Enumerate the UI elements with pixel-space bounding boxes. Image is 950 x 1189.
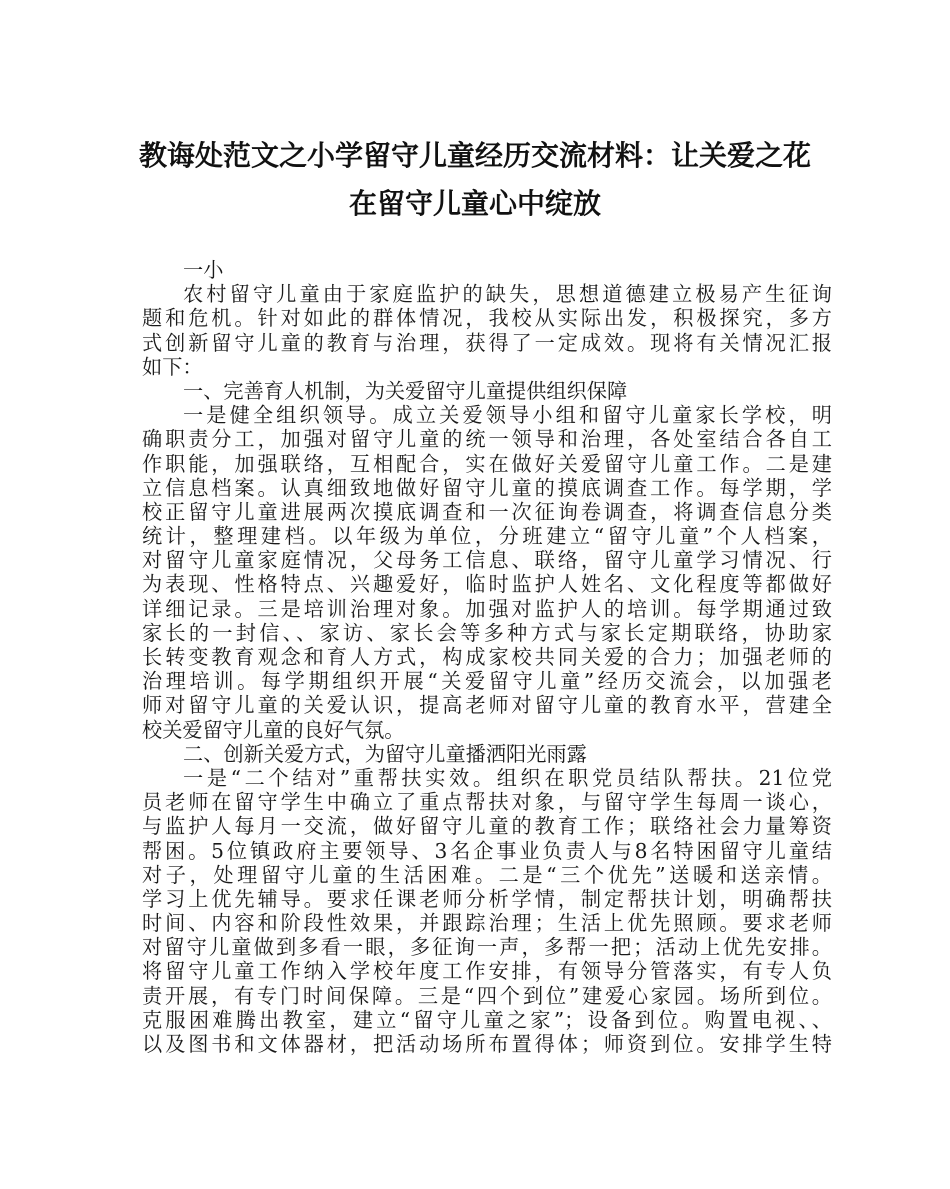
text-line: 校关爱留守儿童的良好气氛。 xyxy=(142,717,405,742)
section-heading: 一、完善育人机制，为关爱留守儿童提供组织保障 xyxy=(183,378,628,403)
text-line: 员老师在留守学生中确立了重点帮扶对象，与留守学生每周一谈心， xyxy=(142,790,832,815)
text-line: 一是“二个结对”重帮扶实效。组织在职党员结队帮扶。21位党 xyxy=(183,765,832,790)
text-line: 题和危机。针对如此的群体情况，我校从实际出发，积极探究，多方 xyxy=(142,306,832,331)
document-title-line-2: 在留守儿童心中绽放 xyxy=(348,187,601,220)
text-line: 确职责分工，加强对留守儿童的统一领导和治理，各处室结合各自工 xyxy=(142,427,832,452)
section-heading: 二、创新关爱方式，为留守儿童播洒阳光雨露 xyxy=(183,741,587,766)
text-line: 校正留守儿童进展两次摸底调查和一次征询卷调查，将调查信息分类 xyxy=(142,499,832,524)
text-line: 责开展，有专门时间保障。三是“四个到位”建爱心家园。场所到位。 xyxy=(142,983,832,1008)
text-line: 对子，处理留守儿童的生活困难。二是“三个优先”送暖和送亲情。 xyxy=(142,862,832,887)
text-line: 为表现、性格特点、兴趣爱好，临时监护人姓名、文化程度等都做好 xyxy=(142,572,832,597)
text-line: 对留守儿童做到多看一眼，多征询一声，多帮一把；活动上优先安排。 xyxy=(142,935,832,960)
text-line: 家长的一封信、、家访、家长会等多种方式与家长定期联络，协助家 xyxy=(142,620,832,645)
text-line: 治理培训。每学期组织开展“关爱留守儿童”经历交流会，以加强老 xyxy=(142,669,832,694)
text-line: 帮困。5位镇政府主要领导、3名企事业负责人与8名特困留守儿童结 xyxy=(142,838,832,863)
text-line: 农村留守儿童由于家庭监护的缺失，思想道德建立极易产生征询 xyxy=(183,282,832,307)
text-line: 一小 xyxy=(183,258,224,282)
text-line: 将留守儿童工作纳入学校年度工作安排，有领导分管落实，有专人负 xyxy=(142,959,832,984)
text-line: 克服困难腾出教室，建立“留守儿童之家”；设备到位。购置电视、、 xyxy=(142,1007,832,1032)
text-line: 以及图书和文体器材，把活动场所布置得体；师资到位。安排学生特 xyxy=(142,1032,832,1056)
text-line: 师对留守儿童的关爱认识，提高老师对留守儿童的教育水平，营建全 xyxy=(142,693,832,718)
text-line: 学习上优先辅导。要求任课老师分析学情，制定帮扶计划，明确帮扶 xyxy=(142,886,832,911)
document-title-line-1: 教诲处范文之小学留守儿童经历交流材料：让关爱之花 xyxy=(138,139,811,172)
text-line: 一是健全组织领导。成立关爱领导小组和留守儿童家长学校，明 xyxy=(183,403,832,428)
text-line: 对留守儿童家庭情况，父母务工信息、联络，留守儿童学习情况、行 xyxy=(142,548,832,573)
text-line: 时间、内容和阶段性效果，并跟踪治理；生活上优先照顾。要求老师 xyxy=(142,911,832,936)
text-line: 详细记录。三是培训治理对象。加强对监护人的培训。每学期通过致 xyxy=(142,596,832,621)
text-line: 与监护人每月一交流，做好留守儿童的教育工作；联络社会力量筹资 xyxy=(142,814,832,839)
document-body xyxy=(142,258,832,1056)
text-line: 作职能，加强联络，互相配合，实在做好关爱留守儿童工作。二是建 xyxy=(142,451,832,476)
text-line: 长转变教育观念和育人方式，构成家校共同关爱的合力；加强老师的 xyxy=(142,645,832,669)
text-line: 式创新留守儿童的教育与治理，获得了一定成效。现将有关情况汇报 xyxy=(142,330,832,355)
text-line: 立信息档案。认真细致地做好留守儿童的摸底调查工作。每学期，学 xyxy=(142,475,832,500)
text-line: 统计，整理建档。以年级为单位，分班建立“留守儿童”个人档案， xyxy=(142,524,832,549)
text-line: 如下： xyxy=(142,354,203,379)
